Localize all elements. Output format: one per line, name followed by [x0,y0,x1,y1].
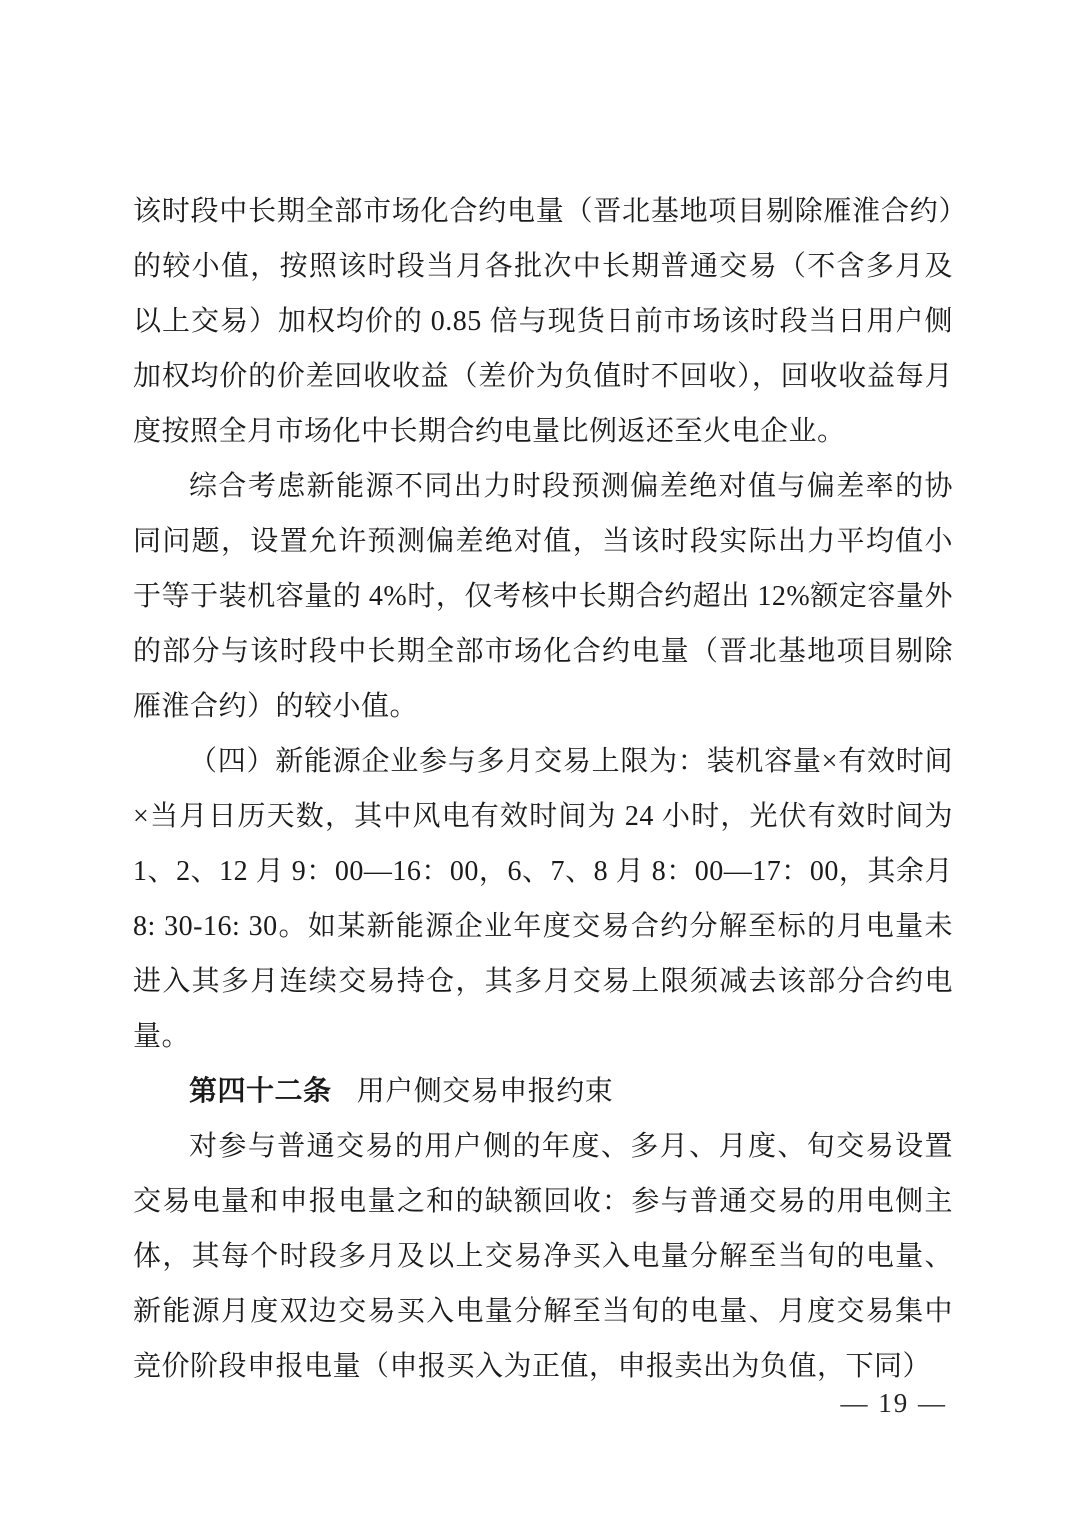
paragraph-forecast-deviation: 综合考虑新能源不同出力时段预测偏差绝对值与偏差率的协同问题，设置允许预测偏差绝对值，当该时段实际出力平均值小于等于装机容量的 4%时，仅考核中长期合约超出 12%额定容量外的部分与该时段中长期全部市场化合约电量（晋北基地项目剔除雁淮合约）的较小值。 [133,471,953,722]
article-42-title: 用户侧交易申报约束 [356,1076,614,1107]
article-42-heading [133,1064,953,1119]
page-number: — 19 — [840,1388,947,1418]
paragraph-user-side-declaration: 对参与普通交易的用户侧的年度、多月、月度、旬交易设置交易电量和申报电量之和的缺额回收：参与普通交易的用电侧主体，其每个时段多月及以上交易净买入电量分解至当旬的电量、新能源月度双边交易买入电量分解至当旬的电量、月度交易集中竞价阶段申报电量（申报买入为正值，申报卖出为负值，下同） [133,1131,953,1382]
paragraph-settlement-recovery: 该时段中长期全部市场化合约电量（晋北基地项目剔除雁淮合约）的较小值，按照该时段当月各批次中长期普通交易（不含多月及以上交易）加权均价的 0.85 倍与现货日前市场该时段当日用户侧加权均价的价差回收收益（差价为负值时不回收），回收收益每月度按照全月市场化中长期合约电量比例返还至火电企业。 [133,196,953,447]
article-42-number: 第四十二条 [189,1076,332,1107]
document-body [133,184,953,1394]
paragraph-multimonth-trade-limit: （四）新能源企业参与多月交易上限为：装机容量×有效时间×当月日历天数，其中风电有效时间为 24 小时，光伏有效时间为 1、2、12 月 9：00—16：00，6、7、8 月 8：00—17：00，其余月 8: 30-16: 30。如某新能源企业年度交易合约分解至标的月电量未进入其多月连续交易持仓，其多月交易上限须减去该部分合约电量。 [133,746,953,1052]
